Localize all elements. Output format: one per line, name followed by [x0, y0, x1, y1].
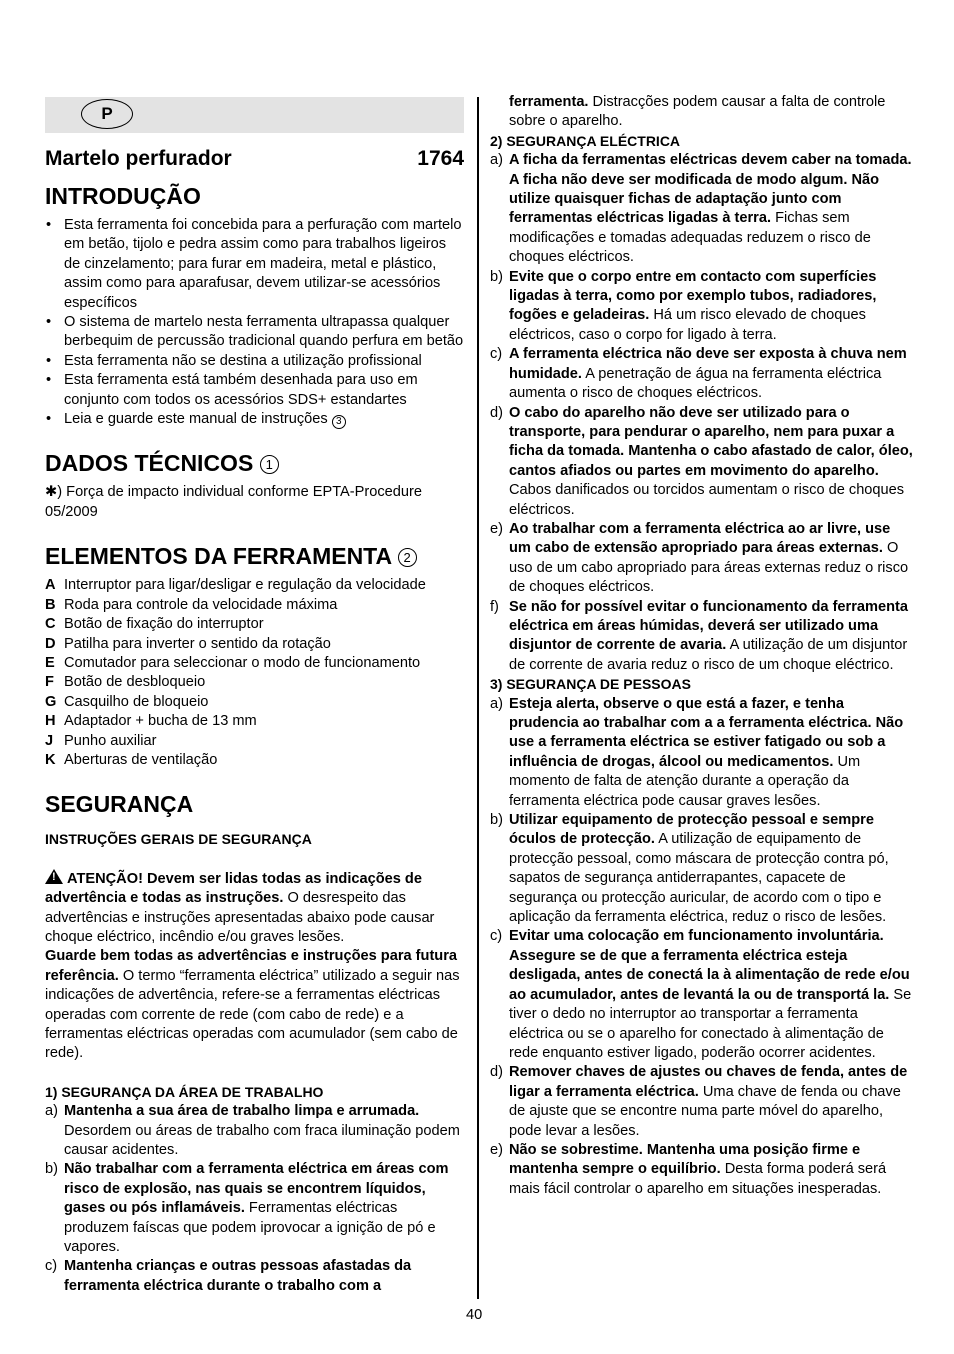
personal-item: a) Esteja alerta, observe o que está a fazer, e tenha prudencia ao trabalhar com a a ferramenta eléctrica. Não use a ferramenta eléctrica se estiver fatigado ou sob a influência de drogas, álcool ou medicamentos. Um momento de falta de atenção durante a operação da ferramenta eléctrica pode causar graves lesões.	[490, 695, 904, 809]
asterisk-icon: ✱	[45, 484, 58, 501]
warning-triangle-icon	[45, 869, 63, 884]
electrical-item: e) Ao trabalhar com a ferramenta eléctrica ao ar livre, use um cabo de extensão apropriado para áreas externas. O uso de um cabo apropriado para áreas externas reduz o risco de choques eléctricos.	[490, 520, 909, 596]
personal-item: c) Evitar uma colocação em funcionamento involuntária. Assegure se de que a ferramenta eléctrica esteja desligada, antes de conectá la à alimentação de rede e/ou ao acumulador, antes de levantá la ou de transportá la. Se tiver o dedo no interruptor ao transportar a ferramenta eléctrica ou se o aparelho for conectado à alimentação de rede enquanto estiver ligado, poderão ocorrer acidentes.	[490, 928, 912, 1061]
electrical-item: a) A ficha da ferramentas eléctricas devem caber na tomada. A ficha não deve ser modificada de modo algum. Não utilize quaisquer fichas de adaptação junto com ferramentas eléctricas ligadas à terra. Fichas sem modificações e tomadas adequadas reduzem o risco de choques eléctricos.	[490, 152, 912, 266]
language-bar	[45, 97, 464, 133]
electrical-item: b) Evite que o corpo entre em contacto com superfícies ligadas à terra, como por exemplo tubos, radiadores, fogões e geladeiras. Há um risco elevado de choques eléctricos, caso o corpo for ligado à terra.	[490, 268, 877, 343]
element-item: E Comutador para seleccionar o modo de funcionamento	[45, 654, 421, 671]
tech-heading: DADOS TÉCNICOS 1	[45, 449, 466, 477]
product-name: Martelo perfurador	[45, 147, 232, 170]
element-item: B Roda para controle da velocidade máxima	[45, 596, 338, 613]
intro-bullet: • Esta ferramenta foi concebida para a perfuração com martelo em betão, tijolo e pedra assim como para trabalhos ligeiros de cinzelamento; para furar em madeira, metal e plástico, assim como para aparafusar, devem utilizar-se acessórios específicos	[45, 216, 466, 313]
right-column	[490, 93, 914, 1199]
work-area-item: b) Não trabalhar com a ferramenta eléctrica em áreas com risco de explosão, nas quais se encontrem líquidos, gases ou pós inflamáveis. Ferramentas eléctricas produzem faíscas que podem iprovocar a ignição de pó e vapores.	[45, 1161, 449, 1256]
elements-list	[45, 576, 466, 770]
element-item: A Interruptor para ligar/desligar e regulação da velocidade	[45, 577, 426, 594]
work-area-item-continuation: ferramenta. Distracções podem causar a falta de controle sobre o aparelho.	[509, 94, 886, 130]
elements-ref-number: 2	[398, 548, 417, 567]
tech-note: ✱) Força de impacto individual conforme EPTA-Procedure 05/2009	[45, 484, 422, 520]
general-safety-title: INSTRUÇÕES GERAIS DE SEGURANÇA	[45, 831, 312, 848]
tech-ref-number: 1	[260, 455, 279, 474]
elements-heading: ELEMENTOS DA FERRAMENTA 2	[45, 542, 466, 570]
intro-bullet: • Esta ferramenta está também desenhada para uso em conjunto com todos os acessórios SDS+ estandartes	[45, 371, 466, 410]
electrical-item: c) A ferramenta eléctrica não deve ser exposta à chuva nem humidade. A penetração de água na ferramenta eléctrica aumenta o risco de choques eléctricos.	[490, 346, 907, 402]
keep-instructions-paragraph: Guarde bem todas as advertências e instruções para futura referência. O termo “ferramenta eléctrica” utilizado a seguir nas indicações de advertência, refere-se a ferramentas eléctricas operadas com corrente de rede (com cabo de rede) e a ferramentas eléctricas operadas com acumulador (sem cabo de rede).	[45, 948, 460, 1062]
intro-heading: INTRODUÇÃO	[45, 183, 201, 209]
language-code-badge: P	[81, 99, 133, 129]
intro-bullet: • Leia e guarde este manual de instruções 3	[45, 410, 466, 429]
intro-bullet: • O sistema de martelo nesta ferramenta ultrapassa qualquer berbequim de percussão tradicional quando perfura em betão	[45, 313, 466, 352]
personal-safety-title: 3) SEGURANÇA DE PESSOAS	[490, 676, 691, 693]
element-item: C Botão de fixação do interruptor	[45, 616, 264, 633]
work-area-item: c) Mantenha crianças e outras pessoas afastadas da ferramenta eléctrica durante o trabalho com a	[45, 1258, 412, 1294]
warning-paragraph: !ATENÇÃO! Devem ser lidas todas as indicações de advertência e todas as instruções. O desrespeito das advertências e instruções apresentadas abaixo pode causar choque eléctrico, incêndio e/ou graves lesões.	[45, 869, 466, 948]
personal-item: e) Não se sobrestime. Mantenha uma posição firme e mantenha sempre o equilíbrio. Desta forma poderá será mais fácil controlar o aparelho em situações inesperadas.	[490, 1141, 887, 1197]
page-number: 40	[466, 1307, 483, 1323]
intro-list	[45, 216, 466, 429]
element-item: H Adaptador + bucha de 13 mm	[45, 713, 257, 730]
electrical-safety-title: 2) SEGURANÇA ELÉCTRICA	[490, 132, 681, 149]
electrical-item: f) Se não for possível evitar o funcionamento da ferramenta eléctrica em áreas húmidas, deverá ser utilizado uma disjuntor de corrente de avaria. A utilização de um disjuntor de corrente de avaria reduz o risco de um choque eléctrico.	[490, 598, 908, 673]
model-number: 1764	[417, 147, 464, 170]
product-title-row	[45, 146, 464, 172]
column-divider	[477, 97, 479, 1299]
manual-ref-number: 3	[332, 415, 346, 429]
safety-heading: SEGURANÇA	[45, 791, 194, 818]
left-column	[45, 182, 466, 1296]
work-area-title: 1) SEGURANÇA DA ÁREA DE TRABALHO	[45, 1083, 324, 1100]
work-area-item: a) Mantenha a sua área de trabalho limpa e arrumada. Desordem ou áreas de trabalho com fraca iluminação podem causar acidentes.	[45, 1103, 460, 1159]
personal-item: d) Remover chaves de ajustes ou chaves de fenda, antes de ligar a ferramenta eléctrica. Uma chave de fenda ou chave de ajuste que se encontre numa parte móvel do aparelho, pode levar a lesões.	[490, 1064, 908, 1139]
element-item: K Aberturas de ventilação	[45, 751, 218, 768]
element-item: F Botão de desbloqueio	[45, 674, 206, 691]
element-item: J Punho auxiliar	[45, 732, 157, 749]
intro-bullet: • Esta ferramenta não se destina a utilização profissional	[45, 352, 466, 371]
element-item: D Patilha para inverter o sentido da rotação	[45, 635, 331, 652]
electrical-item: d) O cabo do aparelho não deve ser utilizado para o transporte, para pendurar o aparelho, nem para puxar a ficha da tomada. Mantenha o cabo afastado de calor, óleo, cantos afiados ou partes em movimento do aparelho. Cabos danificados ou torcidos aumentam o risco de choques eléctricos.	[490, 404, 913, 518]
element-item: G Casquilho de bloqueio	[45, 693, 209, 710]
personal-item: b) Utilizar equipamento de protecção pessoal e sempre óculos de protecção. A utilização de equipamento de protecção pessoal, como máscara de protecção contra pó, sapatos de segurança antiderrapantes, capacete de segurança ou protecção auricular, de acordo com o tipo e aplicação da ferramenta eléctrica, reduz o risco de lesões.	[490, 812, 889, 926]
